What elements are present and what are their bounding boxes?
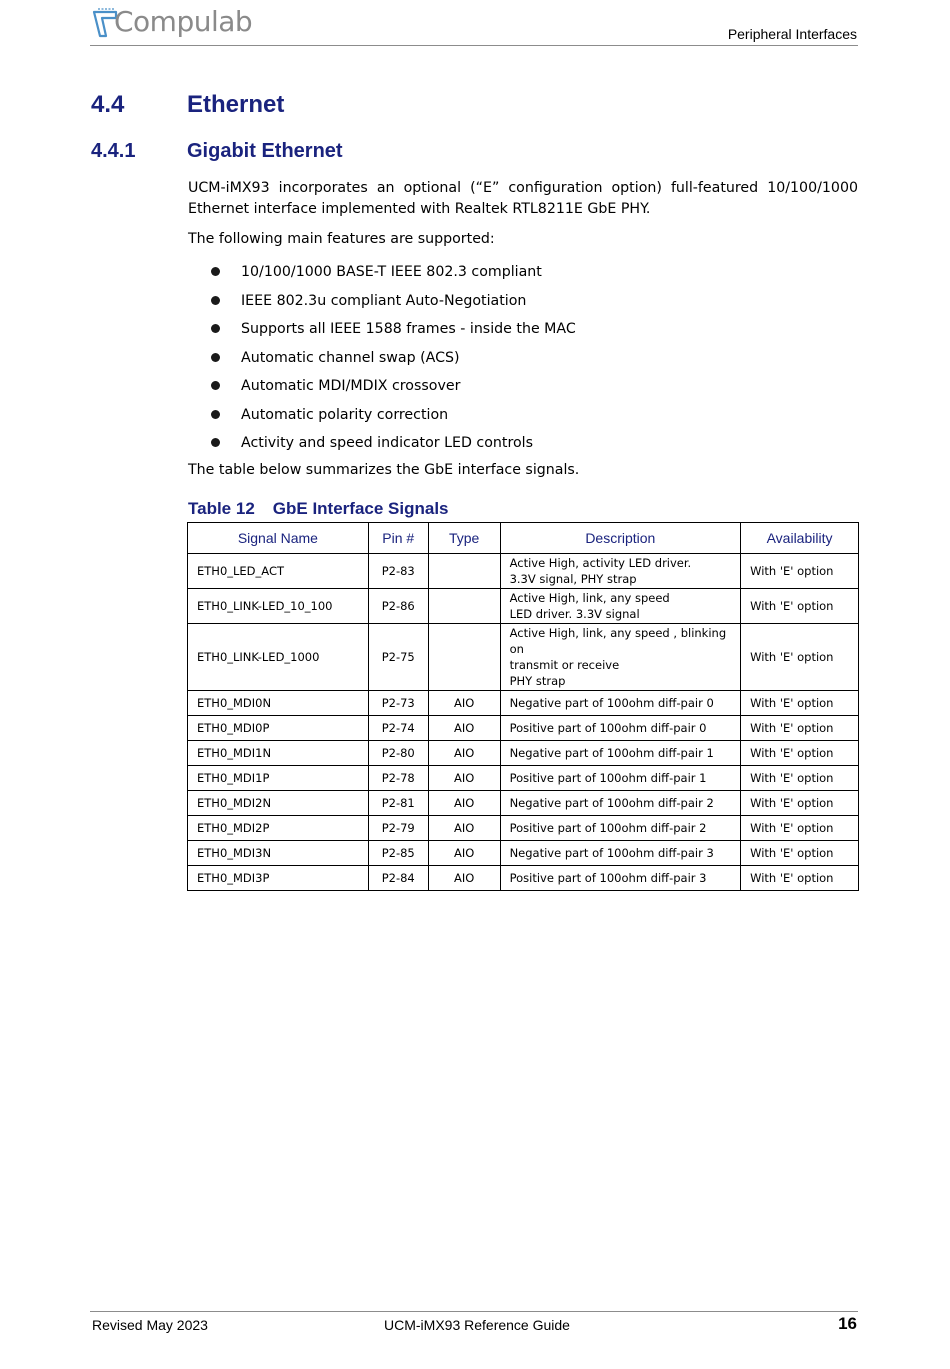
gbe-signals-table: [187, 522, 859, 891]
description-cell: Negative part of 100ohm diff-pair 0: [500, 691, 741, 716]
table-row: [188, 554, 859, 589]
table-row: [188, 766, 859, 791]
logo-text: Compulab: [114, 5, 253, 38]
availability-cell: With 'E' option: [741, 741, 859, 766]
page-number: 16: [838, 1314, 857, 1333]
intro-paragraph: UCM-iMX93 incorporates an optional (“E” configuration option) full-featured 10/100/1000 Ethernet interface implemented with Realtek RTL8211E GbE PHY.: [188, 180, 858, 217]
list-item: Automatic channel swap (ACS): [188, 346, 576, 375]
availability-cell: With 'E' option: [741, 866, 859, 891]
table-row: [188, 589, 859, 624]
table-row: [188, 866, 859, 891]
availability-cell: With 'E' option: [741, 766, 859, 791]
subsection-number: 4.4.1: [91, 140, 136, 162]
description-cell: Active High, link, any speed LED driver. 3.3V signal: [500, 589, 741, 624]
availability-cell: With 'E' option: [741, 624, 859, 691]
availability-cell: With 'E' option: [741, 554, 859, 589]
signal-name-cell: ETH0_MDI3P: [188, 866, 369, 891]
description-cell: Positive part of 100ohm diff-pair 0: [500, 716, 741, 741]
pin-cell: P2-84: [368, 866, 428, 891]
table-title: GbE Interface Signals: [272, 499, 449, 518]
description-cell: Positive part of 100ohm diff-pair 1: [500, 766, 741, 791]
table-row: [188, 716, 859, 741]
signal-name-cell: ETH0_MDI2P: [188, 816, 369, 841]
list-item: Automatic polarity correction: [188, 403, 576, 432]
type-cell: AIO: [428, 741, 500, 766]
bullet-icon: [211, 324, 220, 333]
pin-cell: P2-78: [368, 766, 428, 791]
feature-list: [188, 260, 576, 460]
header-section-title: Peripheral Interfaces: [727, 26, 857, 42]
pin-cell: P2-81: [368, 791, 428, 816]
signal-name-cell: ETH0_MDI0P: [188, 716, 369, 741]
description-cell: Positive part of 100ohm diff-pair 3: [500, 866, 741, 891]
table-row: [188, 791, 859, 816]
signal-name-cell: ETH0_LINK-LED_10_100: [188, 589, 369, 624]
type-cell: AIO: [428, 766, 500, 791]
pin-cell: P2-75: [368, 624, 428, 691]
table-row: [188, 741, 859, 766]
signal-name-cell: ETH0_LED_ACT: [188, 554, 369, 589]
pin-cell: P2-80: [368, 741, 428, 766]
availability-cell: With 'E' option: [741, 791, 859, 816]
description-cell: Negative part of 100ohm diff-pair 2: [500, 791, 741, 816]
signal-name-cell: ETH0_MDI1P: [188, 766, 369, 791]
availability-cell: With 'E' option: [741, 691, 859, 716]
table-row: [188, 816, 859, 841]
header-availability: Availability: [741, 523, 859, 554]
description-cell: Positive part of 100ohm diff-pair 2: [500, 816, 741, 841]
signal-name-cell: ETH0_MDI2N: [188, 791, 369, 816]
list-item: 10/100/1000 BASE-T IEEE 802.3 compliant: [188, 260, 576, 289]
list-item: Automatic MDI/MDIX crossover: [188, 374, 576, 403]
type-cell: [428, 554, 500, 589]
footer-divider: [90, 1311, 858, 1312]
availability-cell: With 'E' option: [741, 816, 859, 841]
pin-cell: P2-73: [368, 691, 428, 716]
subsection-heading: [91, 140, 343, 163]
description-cell: Active High, link, any speed , blinking on transmit or receive PHY strap: [500, 624, 741, 691]
footer-doc-title: UCM-iMX93 Reference Guide: [384, 1317, 570, 1333]
type-cell: [428, 624, 500, 691]
bullet-icon: [211, 381, 220, 390]
type-cell: AIO: [428, 716, 500, 741]
signal-name-cell: ETH0_MDI1N: [188, 741, 369, 766]
table-row: [188, 691, 859, 716]
signal-name-cell: ETH0_MDI3N: [188, 841, 369, 866]
header-type: Type: [428, 523, 500, 554]
pin-cell: P2-86: [368, 589, 428, 624]
table-intro: The table below summarizes the GbE interface signals.: [188, 462, 580, 478]
signal-name-cell: ETH0_MDI0N: [188, 691, 369, 716]
description-cell: Negative part of 100ohm diff-pair 1: [500, 741, 741, 766]
header-divider: [90, 45, 858, 46]
table-row: [188, 841, 859, 866]
type-cell: [428, 589, 500, 624]
features-intro: The following main features are supported:: [188, 231, 495, 247]
availability-cell: With 'E' option: [741, 716, 859, 741]
section-title: Ethernet: [187, 91, 285, 118]
table-row: [188, 624, 859, 691]
list-item: IEEE 802.3u compliant Auto-Negotiation: [188, 289, 576, 318]
section-number: 4.4: [91, 91, 125, 118]
header-pin: Pin #: [368, 523, 428, 554]
table-caption: [188, 499, 449, 519]
bullet-icon: [211, 267, 220, 276]
pin-cell: P2-83: [368, 554, 428, 589]
pin-cell: P2-74: [368, 716, 428, 741]
pin-cell: P2-79: [368, 816, 428, 841]
footer-revision: Revised May 2023: [92, 1317, 208, 1333]
availability-cell: With 'E' option: [741, 841, 859, 866]
type-cell: AIO: [428, 691, 500, 716]
bullet-icon: [211, 438, 220, 447]
type-cell: AIO: [428, 841, 500, 866]
list-item: Activity and speed indicator LED controls: [188, 431, 576, 460]
type-cell: AIO: [428, 816, 500, 841]
type-cell: AIO: [428, 866, 500, 891]
list-item: Supports all IEEE 1588 frames - inside the MAC: [188, 317, 576, 346]
section-heading: [91, 91, 284, 119]
header-signal-name: Signal Name: [188, 523, 369, 554]
header-description: Description: [500, 523, 741, 554]
bullet-icon: [211, 296, 220, 305]
availability-cell: With 'E' option: [741, 589, 859, 624]
description-cell: Negative part of 100ohm diff-pair 3: [500, 841, 741, 866]
pin-cell: P2-85: [368, 841, 428, 866]
compulab-logo: [92, 4, 252, 40]
subsection-title: Gigabit Ethernet: [187, 140, 343, 162]
bullet-icon: [211, 410, 220, 419]
table-header-row: [188, 523, 859, 554]
signal-name-cell: ETH0_LINK-LED_1000: [188, 624, 369, 691]
table-number: Table 12: [188, 499, 255, 518]
type-cell: AIO: [428, 791, 500, 816]
description-cell: Active High, activity LED driver. 3.3V signal, PHY strap: [500, 554, 741, 589]
bullet-icon: [211, 353, 220, 362]
